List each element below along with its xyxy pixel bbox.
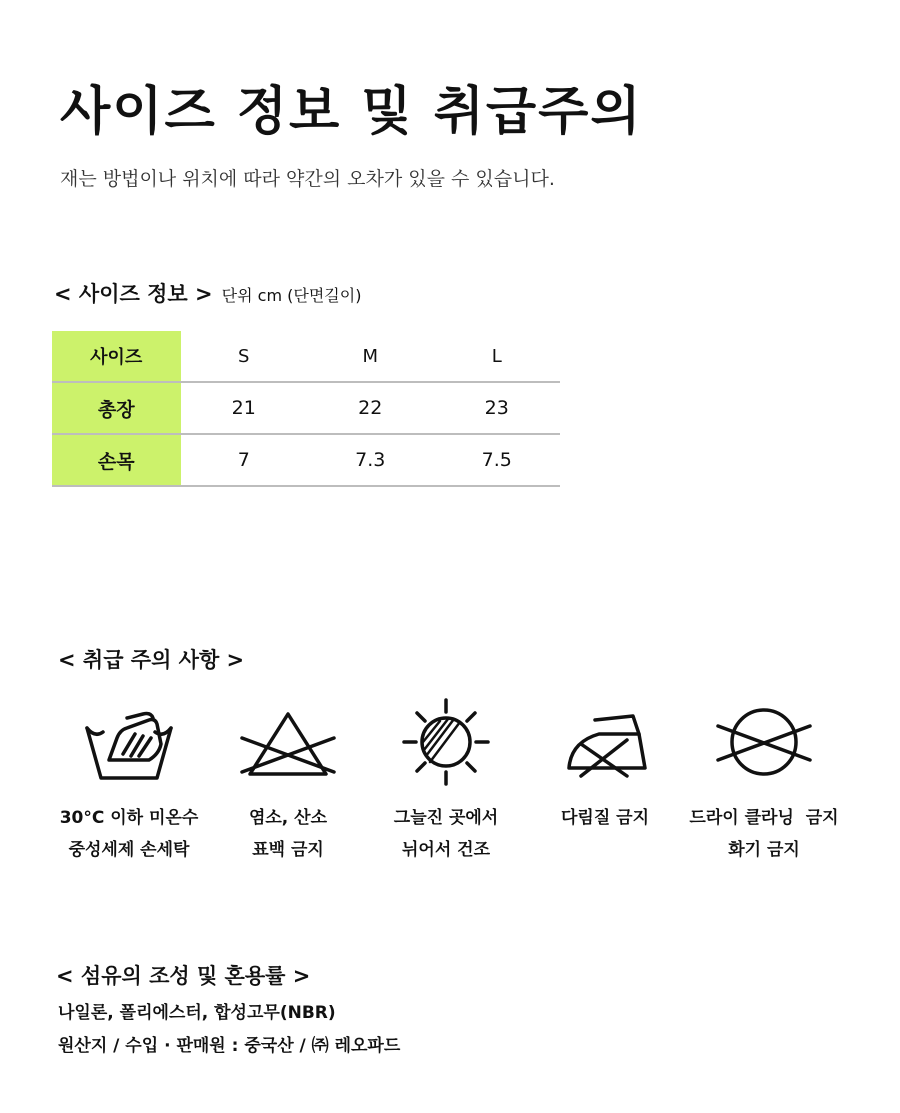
size-table-header-row (52, 331, 560, 382)
care-caption (679, 802, 849, 866)
fiber-section-heading: < 섬유의 조성 및 혼용률 > (56, 964, 311, 988)
size-table-header-s: S (181, 331, 307, 382)
table-cell: 7.5 (433, 434, 560, 486)
size-section-heading: < 사이즈 정보 > (54, 282, 213, 306)
page-title: 사이즈 정보 및 취급주의 (60, 82, 643, 142)
care-caption-line: 표백 금지 (252, 840, 324, 860)
hand-wash-icon (79, 696, 179, 786)
care-caption-line: 염소, 산소 (248, 808, 328, 828)
table-cell: 23 (433, 382, 560, 434)
care-caption (361, 802, 531, 866)
care-caption-line: 30°C 이하 미온수 (59, 808, 199, 828)
row-label-length: 총장 (52, 382, 181, 434)
no-dry-clean-icon (714, 696, 814, 786)
care-item-no-dry-clean (679, 696, 849, 866)
table-cell: 21 (181, 382, 307, 434)
care-caption-line: 드라이 클라닝 금지 (689, 808, 839, 828)
care-item-no-bleach (203, 696, 373, 866)
care-caption-line: 화기 금지 (728, 840, 800, 860)
care-caption-line: 다림질 금지 (560, 808, 650, 828)
no-iron-icon (555, 696, 655, 786)
care-caption-line: 중성세제 손세탁 (68, 840, 190, 860)
row-label-wrist: 손목 (52, 434, 181, 486)
size-table-header-label: 사이즈 (52, 331, 181, 382)
size-table (52, 331, 560, 487)
care-caption-line: 그늘진 곳에서 (393, 808, 499, 828)
care-caption (520, 802, 690, 834)
table-cell: 7.3 (307, 434, 433, 486)
fiber-composition: 나일론, 폴리에스터, 합성고무(NBR) (58, 1003, 336, 1023)
care-caption (44, 802, 214, 866)
table-cell: 22 (307, 382, 433, 434)
care-item-no-iron (520, 696, 690, 834)
size-section-heading-row (54, 278, 361, 308)
shade-dry-icon (396, 696, 496, 786)
origin-info: 원산지 / 수입 · 판매원 : 중국산 / ㈜ 레오파드 (58, 1036, 401, 1056)
table-cell: 7 (181, 434, 307, 486)
table-row (52, 434, 560, 486)
table-row (52, 382, 560, 434)
care-caption (203, 802, 373, 866)
care-caption-line: 뉘어서 건조 (401, 840, 491, 860)
size-table-header-m: M (307, 331, 433, 382)
size-table-header-l: L (433, 331, 560, 382)
page-subtitle: 재는 방법이나 위치에 따라 약간의 오차가 있을 수 있습니다. (60, 168, 555, 190)
no-bleach-icon (238, 696, 338, 786)
care-item-shade-dry (361, 696, 531, 866)
care-item-hand-wash (44, 696, 214, 866)
size-unit-note: 단위 cm (단면길이) (221, 286, 362, 305)
care-section-heading: < 취급 주의 사항 > (58, 648, 245, 672)
